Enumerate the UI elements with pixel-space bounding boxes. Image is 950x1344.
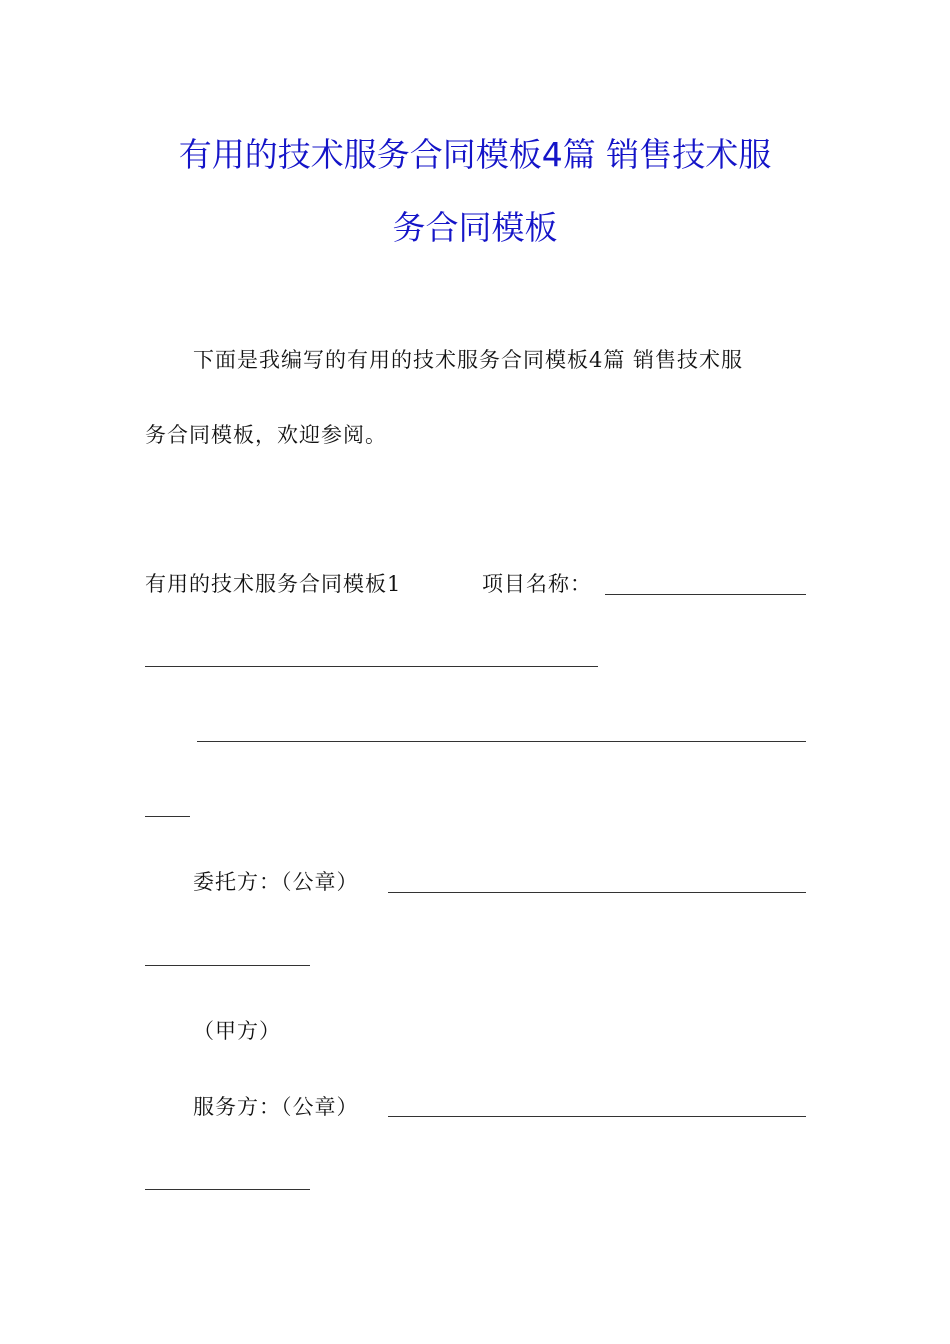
provider-label: 服务方：（公章） bbox=[193, 1095, 359, 1119]
contract-heading: 有用的技术服务合同模板1 bbox=[145, 572, 402, 596]
project-name-label: 项目名称： bbox=[482, 572, 592, 596]
blank-line bbox=[145, 666, 598, 667]
blank-line bbox=[145, 816, 190, 817]
project-name-blank bbox=[605, 594, 806, 595]
provider-signature-blank bbox=[388, 1116, 806, 1117]
document-title-line-1: 有用的技术服务合同模板4篇 销售技术服 bbox=[178, 135, 772, 174]
blank-line bbox=[197, 741, 806, 742]
intro-text-line-2: 务合同模板，欢迎参阅。 bbox=[145, 423, 387, 447]
party-a-label: （甲方） bbox=[193, 1019, 281, 1043]
intro-text-line-1: 下面是我编写的有用的技术服务合同模板4篇 销售技术服 bbox=[193, 348, 744, 372]
client-label: 委托方：（公章） bbox=[193, 870, 359, 894]
blank-line bbox=[145, 965, 310, 966]
document-title-line-2: 务合同模板 bbox=[392, 208, 558, 247]
client-signature-blank bbox=[388, 892, 806, 893]
blank-line bbox=[145, 1189, 310, 1190]
